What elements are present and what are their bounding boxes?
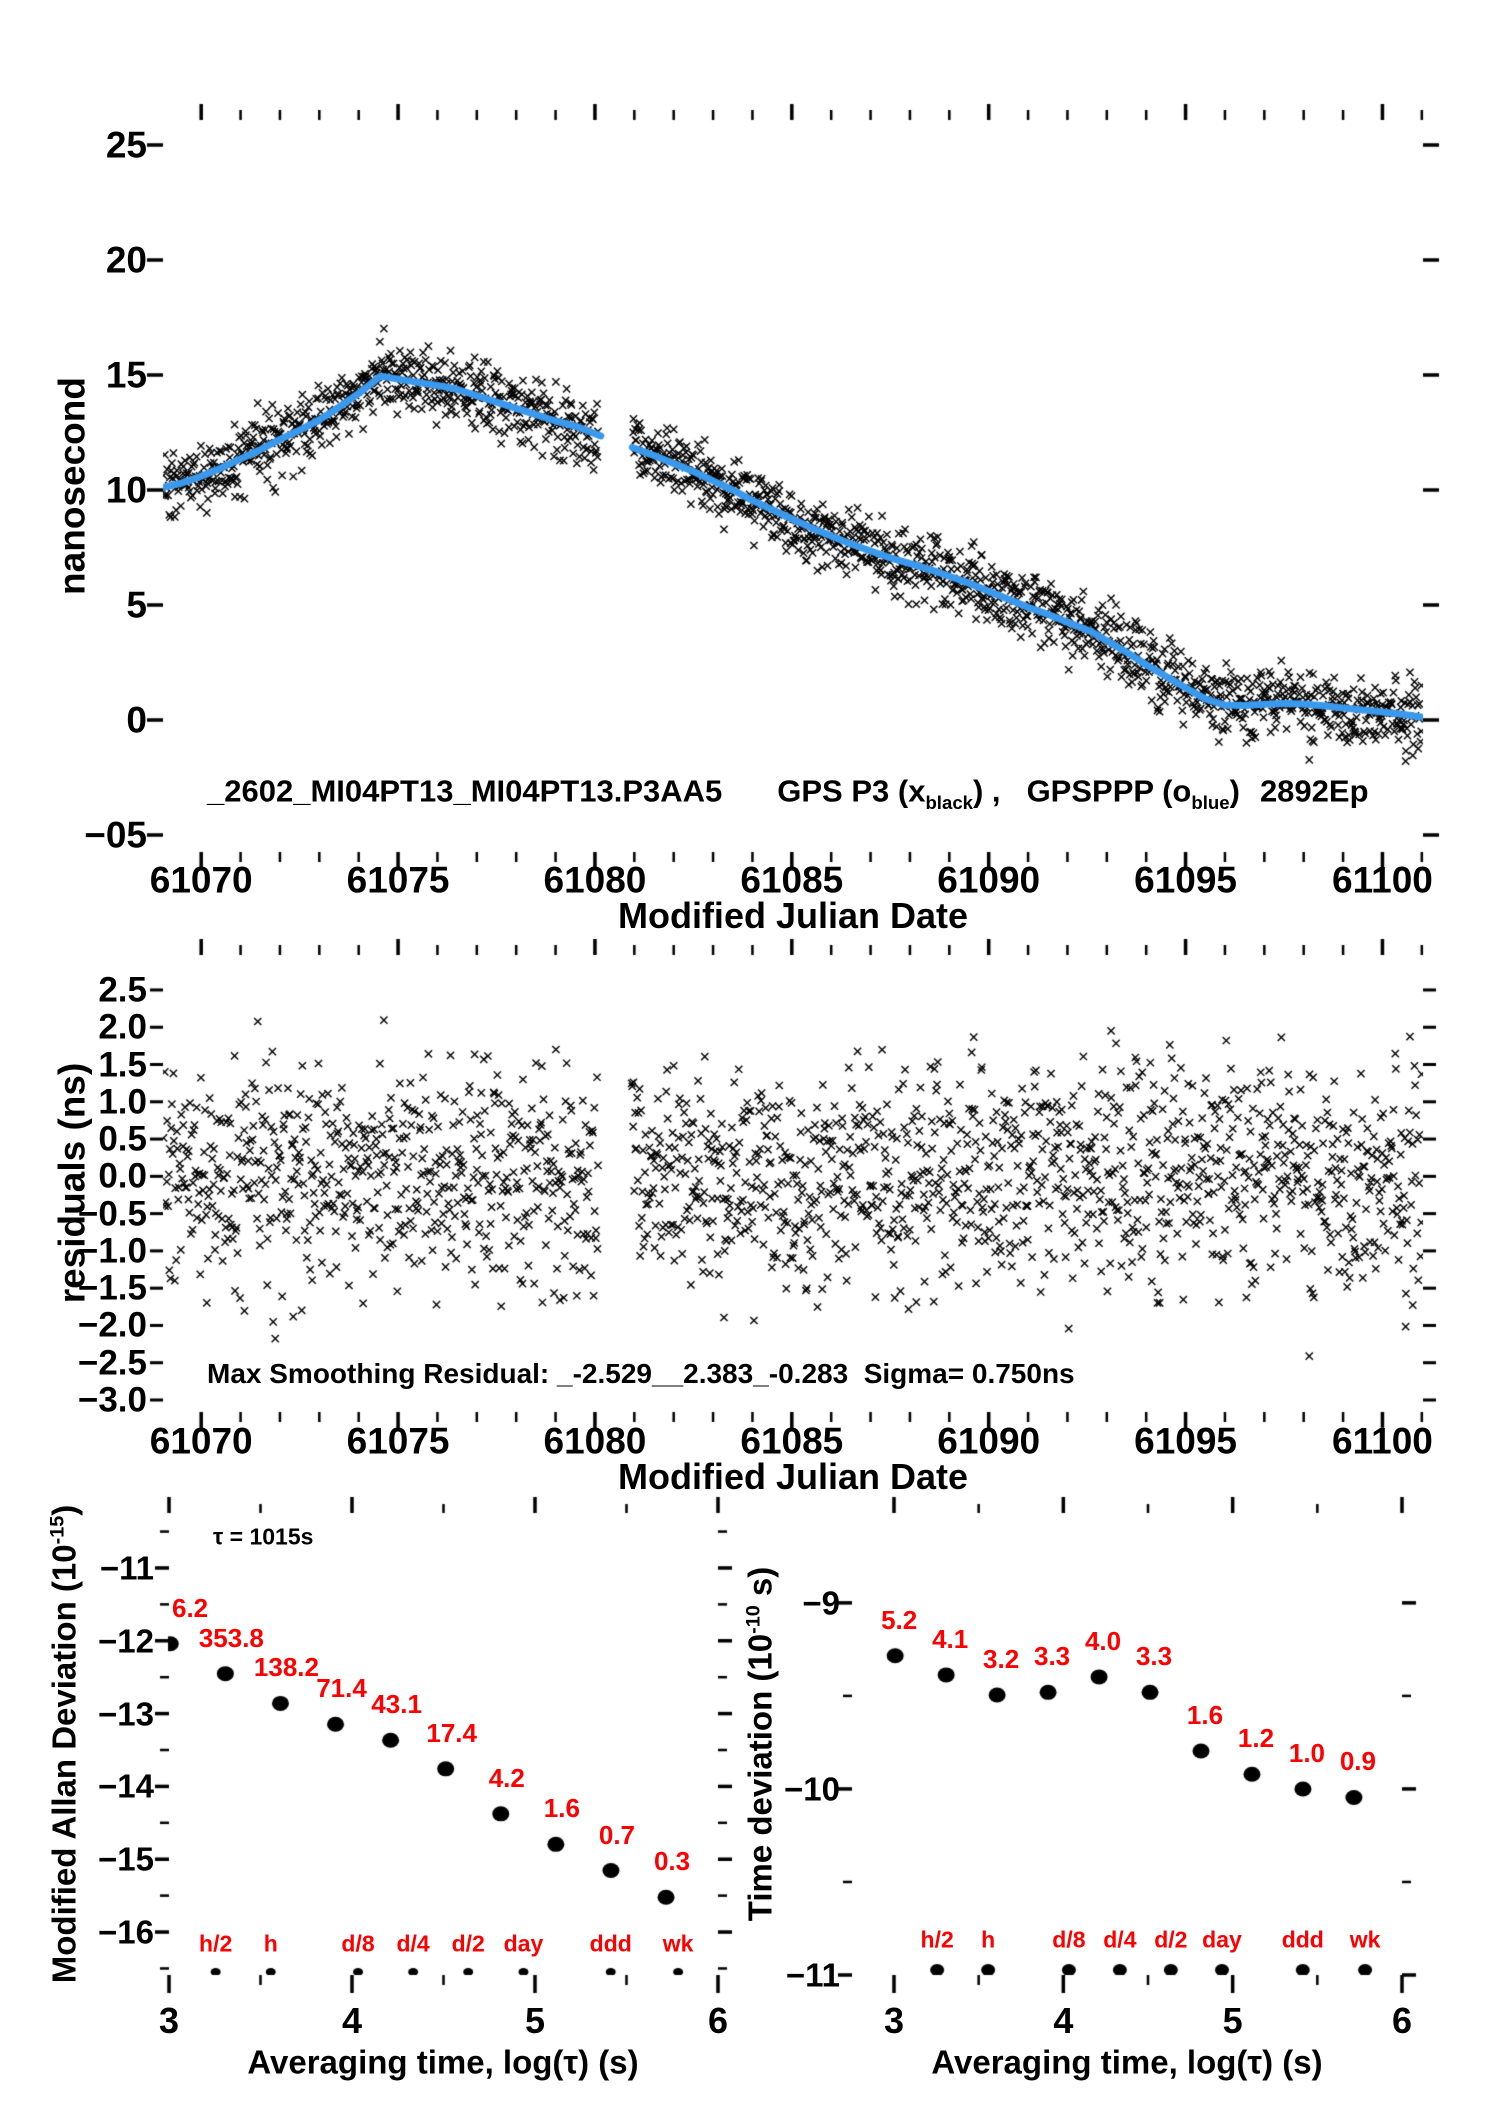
top-xtick-label: 61100 [1332, 859, 1433, 901]
mdev-point-value: 6.2 [172, 1592, 209, 1623]
mdev-time-mark-label: d/2 [451, 1930, 485, 1957]
residuals-ytick-label: −1.5 [77, 1268, 147, 1308]
mdev-xtick-label: 4 [341, 2000, 363, 2041]
mdev-ytick-label: −12 [98, 1622, 154, 1660]
mdev-time-mark-label: h/2 [199, 1930, 233, 1957]
legend-ppp-close: ) [1229, 773, 1240, 809]
top-ytick-label: 20 [105, 239, 147, 281]
top-xtick-label: 61075 [346, 859, 450, 901]
residuals-ytick-label: 1.5 [98, 1045, 147, 1085]
top-ytick-label: 5 [126, 584, 147, 626]
legend-ppp-subscript: blue [1191, 791, 1230, 813]
residuals-xtick-label: 61095 [1134, 1420, 1238, 1462]
legend-gps-subscript: black [925, 791, 973, 813]
mdev-ytick-label: −14 [98, 1767, 154, 1805]
residuals-xtick-label: 61085 [740, 1420, 844, 1462]
mdev-point-value: 353.8 [198, 1622, 264, 1653]
tdev-point-value: 1.6 [1186, 1699, 1224, 1730]
tdev-point-value: 0.9 [1339, 1746, 1376, 1777]
mdev-ytick-label: −16 [98, 1913, 154, 1951]
residuals-ytick-label: −1.0 [77, 1231, 147, 1271]
residuals-ytick-label: −0.5 [77, 1194, 147, 1234]
mdev-point-value: 4.2 [488, 1762, 525, 1793]
tdev-point-value: 3.2 [983, 1643, 1020, 1674]
residuals-ytick-label: 0.5 [98, 1119, 147, 1159]
top-ytick-label: −05 [84, 814, 147, 856]
mdev-time-mark-label: d/4 [396, 1930, 430, 1957]
mdev-point-value: 0.3 [653, 1846, 691, 1877]
tdev-ytick-label: −11 [785, 1956, 840, 1994]
tdev-point-value: 1.0 [1288, 1737, 1326, 1768]
legend-ppp-series: GPSPPP (o [1026, 773, 1192, 809]
mdev-point-value: 0.7 [598, 1819, 636, 1850]
mdev-time-mark-label: h [263, 1930, 278, 1957]
top-xtick-label: 61070 [149, 859, 253, 901]
tdev-point-value: 4.0 [1084, 1625, 1122, 1656]
tdev-point-value: 5.2 [881, 1604, 918, 1635]
tdev-y-title-text: Time deviation (10 [741, 1633, 779, 1922]
top-xtick-label: 61080 [543, 859, 647, 901]
mdev-y-title-close: ) [45, 1504, 83, 1516]
mdev-point-value: 71.4 [316, 1673, 367, 1704]
mdev-point-value: 138.2 [253, 1652, 319, 1683]
mdev-y-title-text: Modified Allan Deviation (10 [45, 1544, 83, 1984]
top-ytick-label: 10 [105, 469, 147, 511]
residuals-ytick-label: 2.0 [98, 1007, 147, 1047]
top-xtick-label: 61090 [937, 859, 1041, 901]
tdev-xtick-label: 6 [1391, 2000, 1413, 2041]
tdev-point-value: 3.3 [1135, 1641, 1173, 1672]
tdev-y-axis-title [741, 1566, 779, 1922]
residuals-xtick-label: 61070 [149, 1420, 253, 1462]
tdev-time-mark-label: h [981, 1926, 996, 1953]
residuals-ytick-label: 1.0 [98, 1082, 147, 1122]
legend-dataset-name: _2602_MI04PT13_MI04PT13.P3AA5 [207, 773, 723, 809]
top-xtick-label: 61095 [1134, 859, 1238, 901]
mdev-point-value: 43.1 [371, 1689, 422, 1720]
mdev-ytick-label: −11 [99, 1549, 154, 1587]
tdev-time-mark-label: d/2 [1154, 1926, 1188, 1953]
tdev-point-value: 3.3 [1034, 1641, 1071, 1672]
mdev-time-mark-label: day [503, 1930, 544, 1957]
mdev-xtick-label: 3 [158, 2000, 180, 2041]
mdev-ytick-label: −15 [98, 1840, 154, 1878]
mdev-xtick-label: 6 [707, 2000, 729, 2041]
top-ytick-label: 0 [126, 699, 147, 741]
mdev-y-title-exponent: -15 [46, 1515, 69, 1545]
legend-epoch-count: 2892Ep [1259, 773, 1369, 809]
residuals-y-axis-title: residuals (ns) [51, 1062, 93, 1304]
tdev-time-mark-label: h/2 [920, 1926, 954, 1953]
legend-gps-series: GPS P3 (x [777, 773, 926, 809]
tdev-ytick-label: −9 [802, 1584, 840, 1622]
mdev-time-mark-label: wk [662, 1930, 694, 1957]
tdev-xtick-label: 3 [883, 2000, 904, 2041]
tdev-time-mark-label: day [1202, 1926, 1242, 1953]
residuals-xtick-label: 61090 [937, 1420, 1041, 1462]
top-y-axis-title: nanosecond [51, 377, 93, 595]
residuals-ytick-label: 2.5 [98, 970, 147, 1010]
tdev-time-mark-label: ddd [1281, 1926, 1324, 1953]
tdev-ytick-label: −10 [784, 1770, 840, 1808]
residuals-x-axis-title: Modified Julian Date [617, 1456, 969, 1497]
tdev-time-mark-label: d/4 [1103, 1926, 1137, 1953]
top-ytick-label: 15 [105, 354, 147, 396]
residuals-xtick-label: 61100 [1332, 1420, 1433, 1462]
tdev-x-axis-title: Averaging time, log(τ) (s) [931, 2043, 1323, 2081]
mdev-xtick-label: 5 [524, 2000, 546, 2041]
residuals-xtick-label: 61075 [346, 1420, 450, 1462]
top-ytick-label: 25 [105, 124, 147, 166]
mdev-tau-note: τ = 1015s [213, 1523, 314, 1550]
residuals-ytick-label: 0.0 [98, 1156, 147, 1196]
top-xtick-label: 61085 [740, 859, 844, 901]
mdev-point-value: 17.4 [426, 1717, 477, 1748]
tdev-time-mark-label: d/8 [1052, 1926, 1086, 1953]
residuals-ytick-label: −3.0 [77, 1380, 147, 1420]
mdev-x-axis-title: Averaging time, log(τ) (s) [247, 2043, 639, 2081]
top-x-axis-title: Modified Julian Date [617, 895, 969, 936]
residuals-annotation: Max Smoothing Residual: _-2.529__2.383_-0.283 Sigma= 0.750ns [207, 1358, 1075, 1389]
tdev-point-value: 4.1 [932, 1623, 969, 1654]
tdev-y-title-exponent: -10 [742, 1605, 765, 1634]
mdev-time-mark-label: d/8 [341, 1930, 375, 1957]
residuals-ytick-label: −2.0 [77, 1305, 147, 1345]
legend [207, 773, 1369, 813]
tdev-xtick-label: 5 [1222, 2000, 1243, 2041]
tdev-y-title-close: s) [741, 1566, 779, 1606]
tdev-time-mark-label: wk [1349, 1926, 1381, 1953]
residuals-xtick-label: 61080 [543, 1420, 647, 1462]
mdev-point-value: 1.6 [543, 1793, 580, 1824]
mdev-y-axis-title [45, 1504, 83, 1984]
tdev-point-value: 1.2 [1237, 1723, 1275, 1754]
mdev-ytick-label: −13 [98, 1695, 154, 1733]
mdev-time-mark-label: ddd [589, 1930, 632, 1957]
residuals-ytick-label: −2.5 [77, 1343, 147, 1383]
legend-gps-close: ) , [973, 773, 1001, 809]
tdev-xtick-label: 4 [1053, 2000, 1074, 2041]
